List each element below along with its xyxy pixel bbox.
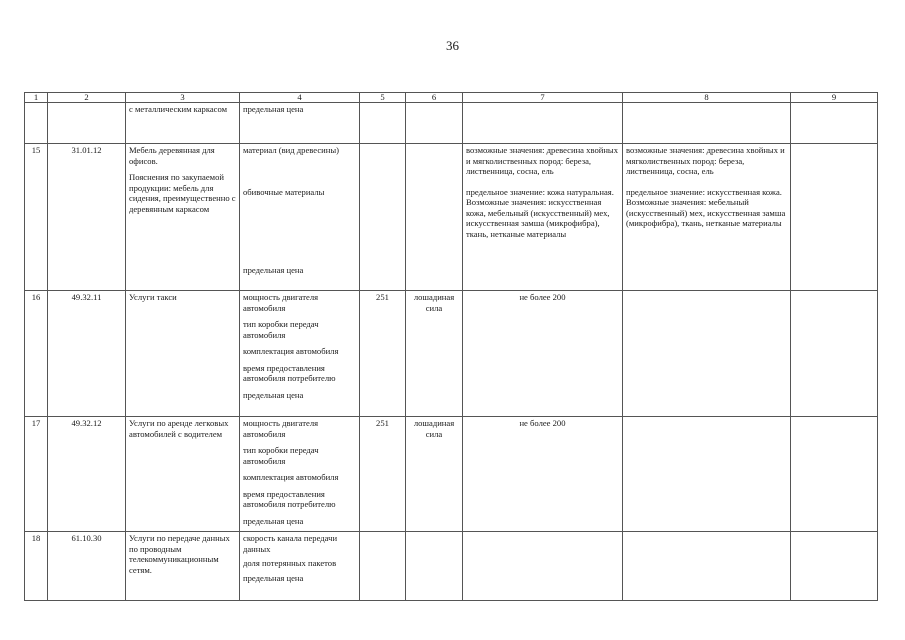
row-number: 16 xyxy=(25,291,48,417)
value-text: не более 200 xyxy=(519,292,566,302)
characteristic: мощность двигателя автомобиля xyxy=(243,418,319,439)
value-text: предельное значение: искусственная кожа. Возможные значения: мебельный (искусственный) мех, искусственная замша (микрофибра), ткань, нетканые материалы xyxy=(626,186,786,228)
column-number: 2 xyxy=(48,93,126,103)
column-number: 1 xyxy=(25,93,48,103)
okpd2-code: 49.32.12 xyxy=(48,417,126,532)
value-text: возможные значения: древесина хвойных и мягколиственных пород: береза, лиственница, сосна, ель xyxy=(466,145,619,176)
item-name: Услуги такси xyxy=(126,291,240,417)
row-number: 15 xyxy=(25,144,48,291)
characteristic: материал (вид древесины) xyxy=(243,145,339,155)
values-higher-group xyxy=(463,417,623,532)
okpd2-code: 61.10.30 xyxy=(48,532,126,601)
characteristic: предельная цена xyxy=(243,265,304,275)
characteristic: комплектация автомобиля xyxy=(243,472,339,482)
characteristics-table xyxy=(24,92,878,601)
characteristic: тип коробки передач автомобиля xyxy=(243,319,319,340)
table-row xyxy=(25,103,878,144)
item-note: Пояснения по закупаемой продукции: мебель для сидения, преимущественно с деревянным каркасом xyxy=(129,172,236,214)
characteristic: скорость канала передачи данных xyxy=(243,533,338,554)
column-number: 8 xyxy=(623,93,791,103)
values-higher-group xyxy=(463,144,623,291)
characteristic: предельная цена xyxy=(243,572,304,583)
characteristic: тип коробки передач автомобиля xyxy=(243,445,319,466)
column-number: 3 xyxy=(126,93,240,103)
item-name: Услуги по передаче данных по проводным телекоммуникационным сетям. xyxy=(126,532,240,601)
value-text: предельное значение: кожа натуральная. Возможные значения: искусственная кожа, мебельный (искусственный) мех, искусственная замша (микрофибра), ткань, нетканые материалы xyxy=(466,186,614,239)
values-other-group xyxy=(623,144,791,291)
table-row xyxy=(25,417,878,532)
characteristic: доля потерянных пакетов xyxy=(243,558,337,568)
values-higher-group xyxy=(463,291,623,417)
okei-code: 251 xyxy=(360,417,406,532)
row-number: 17 xyxy=(25,417,48,532)
table-row xyxy=(25,291,878,417)
unit-name: лошадиная сила xyxy=(406,417,463,532)
characteristic: время предоставления автомобиля потребителю xyxy=(243,488,336,509)
characteristic: предельная цена xyxy=(240,103,360,144)
value-text: не более 200 xyxy=(519,418,566,428)
item-name: Услуги по аренде легковых автомобилей с водителем xyxy=(126,417,240,532)
characteristics xyxy=(240,417,360,532)
row-number: 18 xyxy=(25,532,48,601)
characteristic: обивочные материалы xyxy=(243,187,325,197)
column-number: 4 xyxy=(240,93,360,103)
table-row xyxy=(25,144,878,291)
okei-code: 251 xyxy=(360,291,406,417)
item-name xyxy=(126,144,240,291)
column-number: 9 xyxy=(791,93,878,103)
okpd2-code: 49.32.11 xyxy=(48,291,126,417)
page-number: 36 xyxy=(446,38,459,53)
characteristics xyxy=(240,532,360,601)
characteristics xyxy=(240,144,360,291)
characteristic: время предоставления автомобиля потребителю xyxy=(243,362,336,383)
column-number: 5 xyxy=(360,93,406,103)
unit-name: лошадиная сила xyxy=(406,291,463,417)
column-number: 6 xyxy=(406,93,463,103)
characteristic: комплектация автомобиля xyxy=(243,346,339,356)
characteristic: предельная цена xyxy=(243,389,304,400)
table-row xyxy=(25,532,878,601)
column-number-row xyxy=(25,93,878,103)
characteristic: мощность двигателя автомобиля xyxy=(243,292,319,313)
characteristics xyxy=(240,291,360,417)
okpd2-code: 31.01.12 xyxy=(48,144,126,291)
value-text: возможные значения: древесина хвойных и мягколиственных пород: береза, лиственница, сосна, ель xyxy=(626,145,785,176)
characteristic: предельная цена xyxy=(243,515,304,526)
item-title: Мебель деревянная для офисов. xyxy=(129,145,215,166)
column-number: 7 xyxy=(463,93,623,103)
item-name: с металлическим каркасом xyxy=(126,103,240,144)
